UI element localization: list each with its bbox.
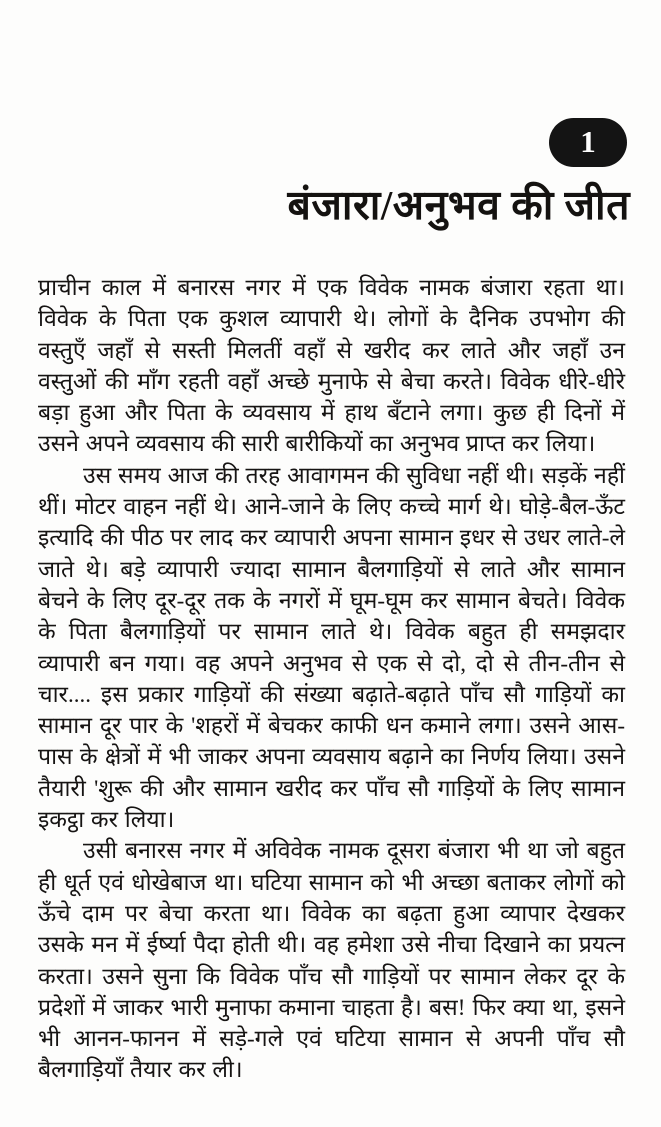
chapter-number: 1	[580, 124, 596, 159]
chapter-number-badge	[549, 118, 627, 167]
chapter-title: बंजारा/अनुभव की जीत	[287, 182, 630, 228]
paragraph-3: उसी बनारस नगर में अविवेक नामक दूसरा बंजारा भी था जो बहुत ही धूर्त एवं धोखेबाज था। घटिया सामान को भी अच्छा बताकर लोगों को ऊँचे दाम पर बेचा करता था। विवेक का बढ़ता हुआ व्यापार देखकर उसके मन में ईर्ष्या पैदा होती थी। वह हमेशा उसे नीचा दिखाने का प्रयत्न करता। उसने सुना कि विवेक पाँच सौ गाड़ियों पर सामान लेकर दूर के प्रदेशों में जाकर भारी मुनाफा कमाना चाहता है। बस! फिर क्या था, इसने भी आनन-फानन में सड़े-गले एवं घटिया सामान से अपनी पाँच सौ बैलगाड़ियाँ तैयार कर ली।	[38, 838, 625, 1083]
chapter-body	[38, 272, 625, 1086]
paragraph-2: उस समय आज की तरह आवागमन की सुविधा नहीं थी। सड़कें नहीं थीं। मोटर वाहन नहीं थे। आने-जाने के लिए कच्चे मार्ग थे। घोड़े-बैल-ऊँट इत्यादि की पीठ पर लाद कर व्यापारी अपना सामान इधर से उधर लाते-ले जाते थे। बड़े व्यापारी ज्यादा सामान बैलगाड़ियों से लाते और सामान बेचने के लिए दूर-दूर तक के नगरों में घूम-घूम कर सामान बेचते। विवेक के पिता बैलगाड़ियों पर सामान लाते थे। विवेक बहुत ही समझदार व्यापारी बन गया। वह अपने अनुभव से एक से दो, दो से तीन-तीन से चार.... इस प्रकार गाड़ियों की संख्या बढ़ाते-बढ़ाते पाँच सौ गाड़ियों का सामान दूर पार के 'शहरों में बेचकर काफी धन कमाने लगा। उसने आस-पास के क्षेत्रों में भी जाकर अपना व्यवसाय बढ़ाने का निर्णय लिया। उसने तैयारी 'शुरू की और सामान खरीद कर पाँच सौ गाड़ियों के लिए सामान इकट्ठा कर लिया।	[38, 462, 625, 833]
paragraph-1: प्राचीन काल में बनारस नगर में एक विवेक नामक बंजारा रहता था। विवेक के पिता एक कुशल व्यापारी थे। लोगों के दैनिक उपभोग की वस्तुएँ जहाँ से सस्ती मिलतीं वहाँ से खरीद कर लाते और जहाँ उन वस्तुओं की माँग रहती वहाँ अच्छे मुनाफे से बेचा करते। विवेक धीरे-धीरे बड़ा हुआ और पिता के व्यवसाय में हाथ बँटाने लगा। कुछ ही दिनों में उसने अपने व्यवसाय की सारी बारीकियों का अनुभव प्राप्त कर लिया।	[38, 275, 625, 457]
